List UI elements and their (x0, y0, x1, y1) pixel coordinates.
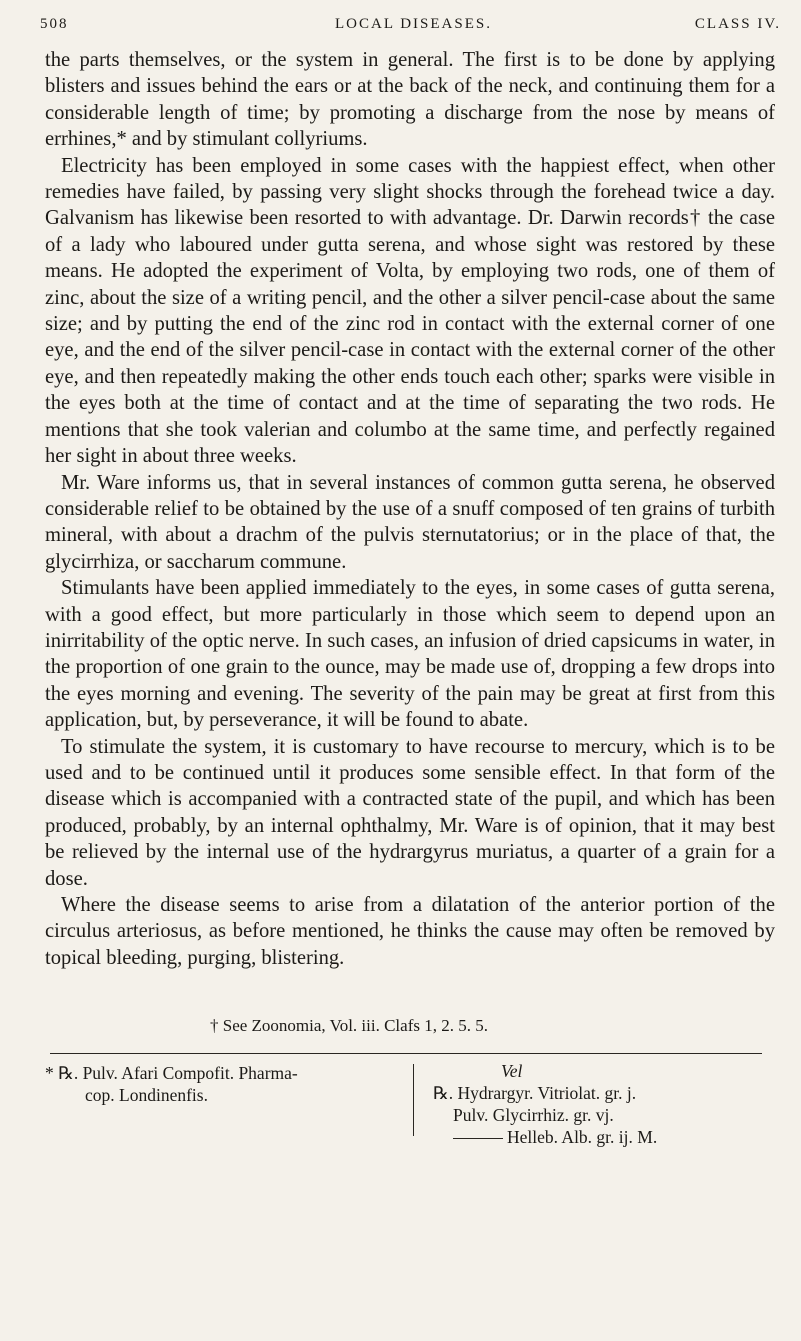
paragraph: Mr. Ware informs us, that in several instances of common gutta serena, he observed considerable relief to be obtained by the use of a snuff composed of ten grains of turbith mineral, with about a drachm of the pulvis sternutatorius; or in the place of that, the glycirrhiza, or saccharum commune. (45, 471, 775, 573)
prescription-line: Pulv. Glycirrhiz. gr. vj. (453, 1105, 614, 1125)
running-header (40, 16, 781, 42)
footnote-rule (50, 1053, 762, 1054)
prescription-text: Helleb. Alb. gr. ij. M. (507, 1127, 658, 1147)
prescription-line: * ℞. Pulv. Afari Compofit. Pharma- (45, 1063, 298, 1083)
paragraph: Stimulants have been applied immediately to the eyes, in some cases of gutta serena, with a good effect, but more particularly in those which seem to depend upon an inirritability of the optic nerve. In such cases, an infusion of dried capsicums in water, in the proportion of one grain to the ounce, may be made use of, dropping a few drops into the eyes morning and evening. The severity of the pain may be great at first from this application, but, by perseverance, it will be found to abate. (45, 577, 775, 732)
running-title: LOCAL DISEASES. (335, 16, 492, 32)
paragraph: Where the disease seems to arise from a dilatation of the anterior portion of the circulus arteriosus, as before mentioned, he thinks the cause may often be removed by topical bleeding, purging, blistering. (45, 894, 775, 969)
paragraph: the parts themselves, or the system in general. The first is to be done by applying blisters and issues behind the ears or at the back of the neck, and continuing them for a considerable length of time; by promoting a discharge from the nose by means of errhines,* and by stimulant collyriums. (45, 49, 775, 151)
body-text (45, 47, 775, 971)
footnote-dagger: † See Zoonomia, Vol. iii. Clafs 1, 2. 5. 5. (210, 1016, 488, 1035)
paragraph: To stimulate the system, it is customary to have recourse to mercury, which is to be used and to be continued until it produces some sensible effect. In that form of the disease which is accompanied with a contracted state of the pupil, and which has been produced, probably, by an internal ophthalmy, Mr. Ware is of opinion, that it may best be relieved by the internal use of the hydrargyrus muriatus, a quarter of a grain for a dose. (45, 735, 775, 890)
prescription-line: cop. Londinenfis. (85, 1085, 208, 1105)
footnote-star-right (433, 1060, 773, 1148)
ditto-dash (453, 1138, 503, 1139)
paragraph: Electricity has been employed in some cases with the happiest effect, when other remedies have failed, by passing very slight shocks through the forehead twice a day. Galvanism has likewise been resorted to with advantage. Dr. Darwin records† the case of a lady who laboured under gutta serena, and whose sight was restored by these means. He adopted the experiment of Volta, by employing two rods, one of them of zinc, about the size of a writing pencil, and the other a silver pencil-case about the same size; and by putting the end of the zinc rod in contact with the external corner of one eye, and the end of the silver pencil-case in contact with the external corner of the other eye, and then repeatedly making the other ends touch each other; sparks were visible in the eyes both at the time of contact and at the time of separating the two rods. He mentions that she took valerian and columbo at the same time, and perfectly regained her sight in about three weeks. (45, 154, 775, 468)
prescription-line (433, 1126, 773, 1148)
page-number: 508 (40, 16, 69, 32)
vel-label: Vel (501, 1061, 523, 1081)
prescription-line: ℞. Hydrargyr. Vitriolat. gr. j. (433, 1083, 637, 1103)
footnote-star-left (45, 1062, 390, 1106)
bracket-divider (413, 1064, 414, 1136)
class-label: CLASS IV. (694, 16, 781, 32)
